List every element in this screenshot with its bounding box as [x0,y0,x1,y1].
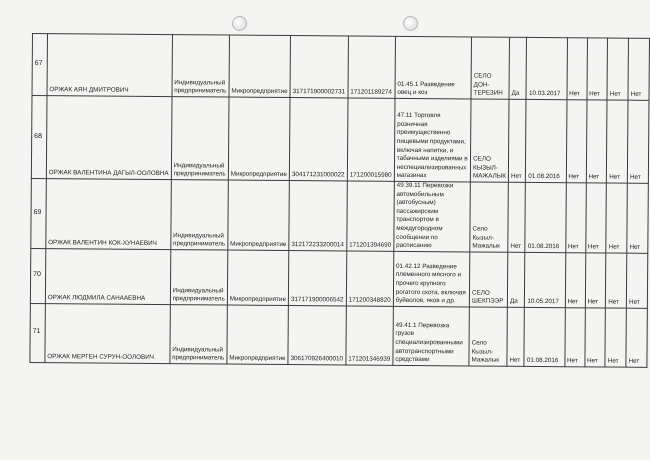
tax-id: 171201394690 [347,181,395,251]
flag-3: Нет [607,100,628,183]
flag-1: Нет [565,252,585,307]
locality: СЕЛО КЫЗЫЛ-МАЖАЛЫК [470,99,509,182]
table-row [30,248,647,308]
activity-description: 49.39.11 Перевозки автомобильным (автобусным) пассажирским транспортом в междугородном сообщении по расписанию [394,181,471,251]
flag-3: Нет [607,38,628,100]
flag-3: Нет [606,183,627,253]
registration-number: 306170926400010 [288,305,346,364]
inclusion-date: 01.08.2016 [524,307,565,366]
flag-4: Нет [628,38,649,100]
flag-4: Нет [627,183,648,253]
entrepreneur-type: Индивидуальный предприниматель [171,97,229,180]
row-number: 70 [30,248,45,303]
person-name: ОРЖАК АЯН ДМИТРОВИЧ [47,34,172,97]
row-number: 67 [32,34,47,96]
activity-description: 01.42.12 Разведение племенного мясного и прочего крупного рогатого скота, включая буйволов, яков и др. [393,251,470,307]
flag-2: Нет [584,308,605,367]
inclusion-date: 10.05.2017 [525,252,566,307]
inclusion-date: 01.08.2016 [526,99,567,182]
inclusion-date: 10.03.2017 [526,37,567,99]
person-name: ОРЖАК МЕРГЕН СУРУН-ООЛОВИЧ [45,303,170,363]
flag-1: Нет [567,38,588,100]
registration-number: 317171900006542 [288,250,346,305]
inclusion-date: 01.08.2016 [525,182,566,252]
entrepreneur-type: Индивидуальный предприниматель [170,304,228,363]
locality: СЕЛО ДОН-ТЕРЕЗИН [471,37,509,99]
table-row [32,34,649,101]
person-name: ОРЖАК ВАЛЕНТИН КОК-ХУНАЕВИЧ [46,179,171,250]
table-row [31,96,649,184]
flag-4: Нет [627,100,649,183]
registry-table [29,33,650,368]
enterprise-category: Микропредприятие [229,35,291,97]
enterprise-category: Микропредприятие [227,250,289,305]
new-entity-flag: Да [509,37,527,99]
new-entity-flag: Нет [508,99,526,182]
flag-2: Нет [585,253,606,308]
new-entity-flag: Нет [508,182,526,252]
activity-description: 01.45.1 Разведение овец и коз [395,36,472,99]
flag-3: Нет [605,308,626,367]
person-name: ОРЖАК ЛЮДМИЛА САНААЕВНА [45,248,170,304]
entrepreneur-type: Индивидуальный предприниматель [170,249,228,304]
enterprise-category: Микропредприятие [227,305,289,364]
flag-1: Нет [566,100,587,183]
tax-id: 171201346939 [346,306,393,365]
tax-id: 171201189274 [348,36,396,98]
new-entity-flag: Нет [507,307,525,366]
person-name: ОРЖАК ВАЛЕНТИНА ДАГЫЛ-ООЛОВНА [46,96,172,180]
registration-number: 317171900002731 [290,36,348,98]
flag-1: Нет [565,183,586,253]
tax-id: 171200015980 [347,98,395,181]
entrepreneur-type: Индивидуальный предприниматель [171,180,229,250]
activity-description: 49.41.1 Перевозка грузов специализированными автотранспортными средствами [393,306,470,366]
registration-number: 304171231000022 [289,98,347,181]
table-row [31,178,649,253]
flag-1: Нет [564,307,584,366]
flag-2: Нет [585,183,606,253]
new-entity-flag: Да [507,252,525,307]
flag-2: Нет [587,38,608,100]
enterprise-category: Микропредприятие [228,180,290,250]
entrepreneur-type: Индивидуальный предприниматель [172,35,230,97]
locality: Село Кызыл-Мажалык [470,182,509,252]
row-number: 69 [31,178,46,248]
locality: СЕЛО ШЕКПЭЭР [469,252,507,307]
row-number: 71 [30,303,45,362]
locality: Село Кызыл-Мажалык [469,307,507,366]
tax-id: 171200348820 [346,251,393,306]
row-number: 68 [31,96,46,179]
registration-number: 312172233200014 [289,181,347,251]
flag-3: Нет [606,253,627,308]
flag-2: Нет [586,100,607,183]
punch-hole-right [403,16,418,31]
flag-4: Нет [626,308,647,367]
flag-4: Нет [626,253,647,308]
enterprise-category: Микропредприятие [228,97,290,180]
activity-description: 47.11 Торговля розничная преимущественно пищевыми продуктами, включая напитки, и табачными изделиями в неспециализированных магазинах [394,98,471,182]
table-row [30,303,647,367]
punch-hole-left [232,16,247,31]
